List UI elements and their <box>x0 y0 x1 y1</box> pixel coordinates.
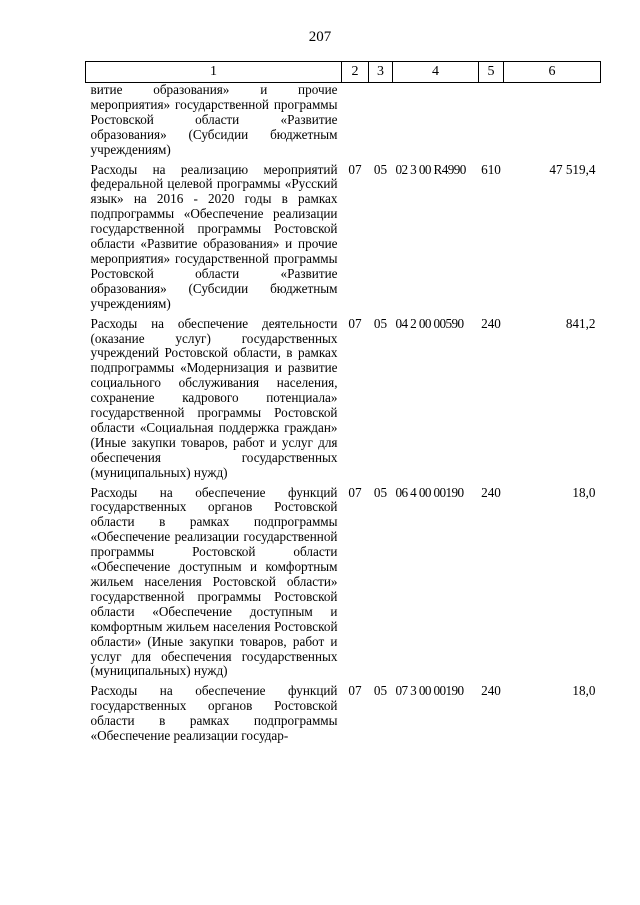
row-vr: 240 <box>481 315 501 331</box>
table-header <box>86 62 601 83</box>
header-col-2: 2 <box>342 62 369 83</box>
header-col-1: 1 <box>86 62 342 83</box>
row-rz: 07 <box>348 484 362 500</box>
row-vr <box>479 83 504 162</box>
table-row <box>86 83 601 162</box>
row-amount <box>504 83 601 162</box>
header-col-5: 5 <box>479 62 504 83</box>
table-row <box>86 316 601 485</box>
header-col-4: 4 <box>393 62 479 83</box>
row-rz: 07 <box>348 683 362 699</box>
budget-table <box>85 61 601 748</box>
table-row <box>86 162 601 316</box>
header-col-3: 3 <box>369 62 393 83</box>
row-pr: 05 <box>373 161 388 177</box>
row-rz: 07 <box>348 161 362 177</box>
row-rz: 07 <box>348 315 362 331</box>
row-csr: 06 4 00 00190 <box>395 484 464 500</box>
row-csr: 07 3 00 00190 <box>395 683 464 699</box>
header-row <box>86 62 601 83</box>
page-number: 207 <box>308 29 332 45</box>
row-description: Расходы на обеспечение функций государственных органов Ростовской области в рамках подпрограммы «Обеспечение реализации государственной программы Ростовской области «Обеспечение доступным и комфортным жильем населения Ростовской области» государственной программы Ростовской области «Обеспечение доступным и комфортным жильем населения Ростовской области» (Иные закупки товаров, работ и услуг для обеспечения государственных (муниципальных) нужд) <box>90 484 338 679</box>
row-csr: 04 2 00 00590 <box>395 315 464 331</box>
row-csr <box>393 83 479 162</box>
table-row <box>86 683 601 748</box>
row-pr: 05 <box>373 683 388 699</box>
row-description: витие образования» и прочие мероприятия» государственной программы Ростовской области «Развитие образования» (Субсидии бюджетным учреждениям) <box>90 82 338 157</box>
header-col-6: 6 <box>504 62 601 83</box>
row-csr: 02 3 00 R4990 <box>395 161 466 177</box>
row-amount: 18,0 <box>572 484 596 500</box>
row-amount: 841,2 <box>565 315 596 331</box>
row-vr: 240 <box>481 683 501 699</box>
row-description: Расходы на обеспечение деятельности (оказание услуг) государственных учреждений Ростовской области, в рамках подпрограммы «Модернизация и развитие социального обслуживания населения, сохранение кадрового потенциала» государственной программы Ростовской области «Социальная поддержка граждан» (Иные закупки товаров, работ и услуг для обеспечения государственных (муниципальных) нужд) <box>90 315 338 480</box>
row-vr: 610 <box>481 161 501 177</box>
row-description: Расходы на реализацию мероприятий федеральной целевой программы «Русский язык» на 2016 - 2020 годы в рамках подпрограммы «Обеспечение реализации государственной программы Ростовской области «Развитие образования» и прочие мероприятия» государственной программы Ростовской области «Развитие образования» (Субсидии бюджетным учреждениям) <box>90 161 338 311</box>
row-pr: 05 <box>373 315 388 331</box>
row-description: Расходы на обеспечение функций государственных органов Ростовской области в рамках подпрограммы «Обеспечение реализации государ- <box>90 683 338 744</box>
row-amount: 47 519,4 <box>549 161 596 177</box>
row-rz <box>342 83 369 162</box>
row-pr: 05 <box>373 484 388 500</box>
row-pr <box>369 83 393 162</box>
row-amount: 18,0 <box>572 683 596 699</box>
table-body <box>86 83 601 748</box>
table-row <box>86 485 601 684</box>
row-vr: 240 <box>481 484 501 500</box>
